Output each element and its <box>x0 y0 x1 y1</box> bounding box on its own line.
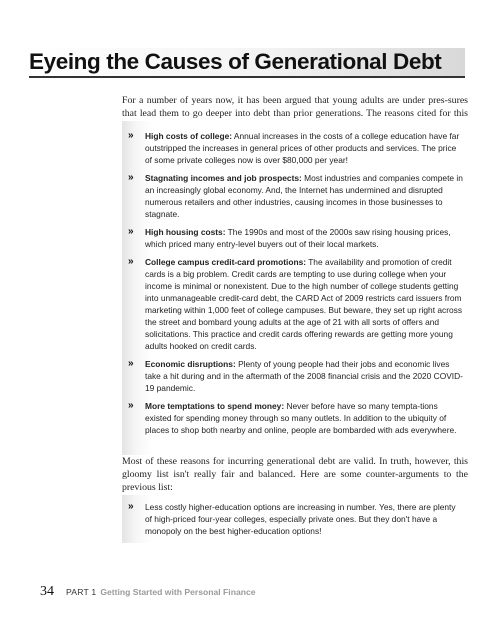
list-item <box>122 358 467 394</box>
chevron-bullet-icon: » <box>128 130 134 141</box>
chevron-bullet-icon: » <box>128 256 134 267</box>
transition-paragraph: Most of these reasons for incurring generational debt are valid. In truth, however, this gloomy list isn't really fair and balanced. Here are some counter-arguments to the previous list: <box>122 456 468 493</box>
chevron-bullet-icon: » <box>128 358 134 369</box>
list-item-text: Most industries and companies compete in an increasingly global economy. And, the Internet has undermined and disrupted numerous retailers and other industries, causing incomes in those businesses to stagnate. <box>145 173 463 219</box>
list-item <box>122 501 467 537</box>
list-item-text: The availability and promotion of credit cards is a big problem. Credit cards are tempting to use during college when your income is minimal or nonexistent. Due to the high number of college students getting into unmanageable credit-card debt, the CARD Act of 2009 restricts card issuers from marketing within 1,000 feet of college campuses. But beware, they set up right across the street and bombard young adults at the age of 21 with all sorts of offers and solicitations. This practice and credit cards offering rewards are getting more young adults hooked on credit cards. <box>145 257 463 351</box>
list-item-term: Economic disruptions: <box>145 359 236 369</box>
list-item-text: Plenty of young people had their jobs and economic lives take a hit during and in the aftermath of the 2008 financial crisis and the 2020 COVID-19 pandemic. <box>145 359 463 393</box>
chevron-bullet-icon: » <box>128 226 134 237</box>
chevron-bullet-icon: » <box>128 400 134 411</box>
list-item <box>122 400 467 436</box>
list-item-text: The 1990s and most of the 2000s saw rising housing prices, which priced many entry-level buyers out of their local markets. <box>145 227 451 249</box>
intro-text-before: For a number of years now, it has been argued that young adults are under pres-sures that lead them to go deeper into debt than prior generations. The reasons cited for this <box>122 95 468 119</box>
list-item-text: Less costly higher-education options are increasing in number. Yes, there are plenty of high-priced four-year colleges, especially private ones. But they don't have a monopoly on the best higher-education options! <box>145 502 456 536</box>
list-item-term: High housing costs: <box>145 227 226 237</box>
list-item-term: College campus credit-card promotions: <box>145 257 307 267</box>
list-item-text: Annual increases in the costs of a college education have far outstripped the increases in general prices of other products and services. The price of some private colleges now is over $80,000 per year! <box>145 131 460 165</box>
list-item <box>122 130 467 166</box>
list-item <box>122 172 467 220</box>
part-label: PART 1 <box>66 587 97 597</box>
counter-arguments-list <box>122 495 467 537</box>
page-number: 34 <box>40 584 54 599</box>
list-item <box>122 256 467 352</box>
list-item-term: High costs of college: <box>145 131 233 141</box>
title-rule <box>29 76 465 78</box>
causes-list <box>122 121 467 436</box>
page-footer <box>40 582 256 600</box>
chevron-bullet-icon: » <box>128 172 134 183</box>
list-item-text: Never before have so many tempta-tions existed for spending money through so many outlets. In addition to the ubiquity of places to shop both nearby and online, people are bombarded with ads everywhere. <box>145 401 457 435</box>
list-item-term: More temptations to spend money: <box>145 401 285 411</box>
causes-list-box <box>122 121 467 455</box>
part-title: Getting Started with Personal Finance <box>100 587 256 597</box>
list-item <box>122 226 467 250</box>
page-title: Eyeing the Causes of Generational Debt <box>29 49 442 74</box>
chevron-bullet-icon: » <box>128 501 134 512</box>
list-item-term: Stagnating incomes and job prospects: <box>145 173 302 183</box>
counter-arguments-box <box>122 495 467 543</box>
